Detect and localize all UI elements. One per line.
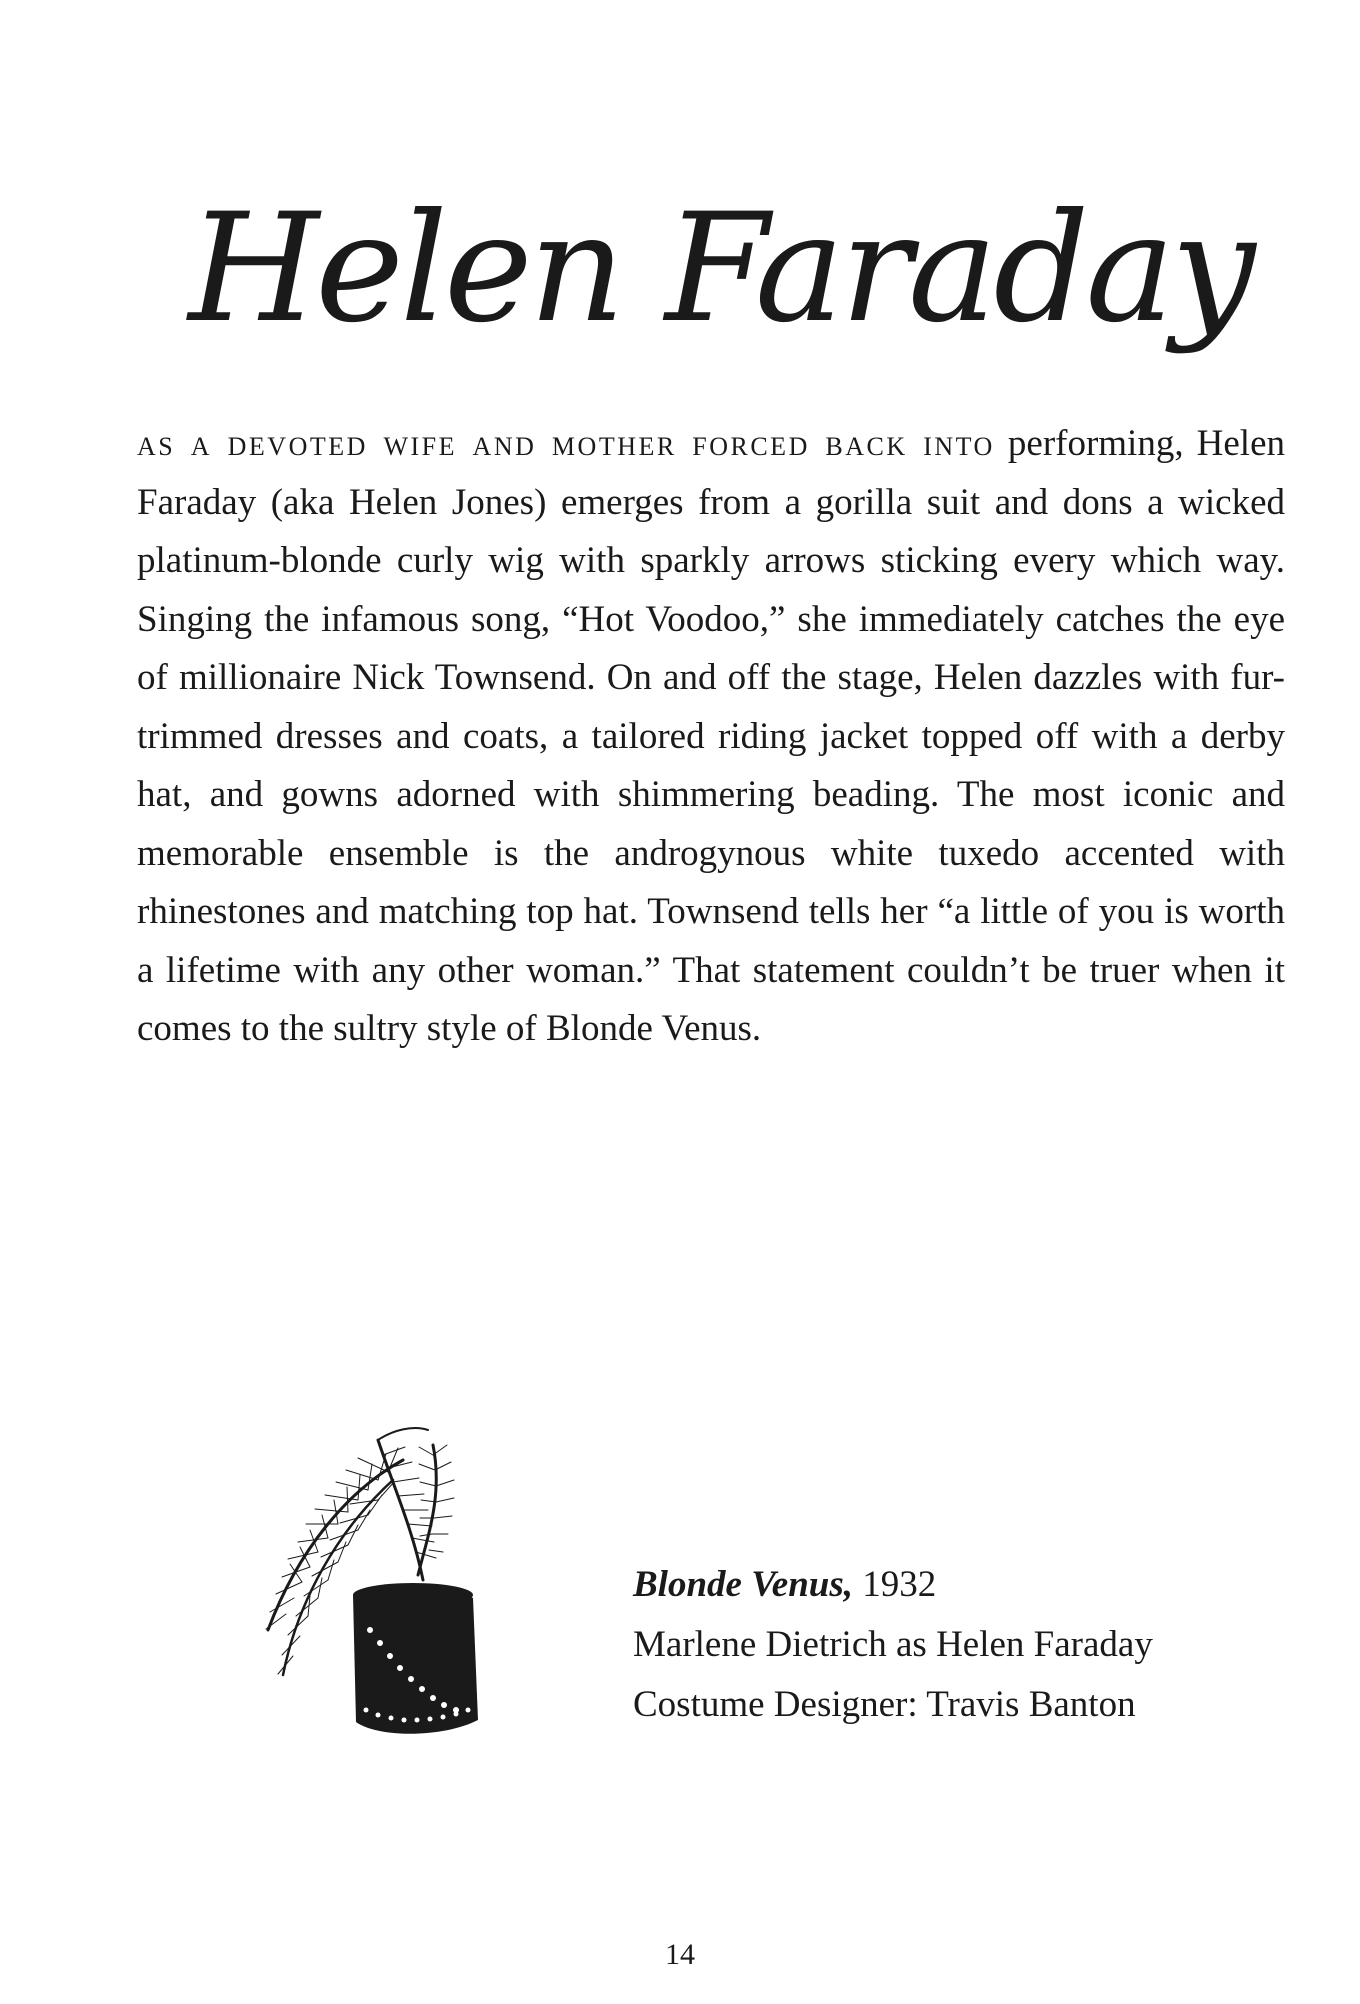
paragraph-text: performing, Helen Faraday (aka Helen Jones) emerges from a gorilla suit and dons a wicked platinum-blonde curly wig with sparkly arrows sticking every which way. Singing the infamous song, “Hot Voodoo,” she immediately catches the eye of millionaire Nick Townsend. On and off the stage, Helen dazzles with fur-trimmed dresses and coats, a tailored riding jacket topped off with a derby hat, and gowns adorned with shimmering beading. The most iconic and memorable ensemble is the androgynous white tuxedo accented with rhinestones and matching top hat. Townsend tells her “a little of you is worth a lifetime with any other woman.” That statement couldn’t be truer when it comes to the sultry style of Blonde Venus. — [137, 423, 1285, 1049]
feathered-hat-icon — [228, 1400, 548, 1760]
caption-actor-line: Marlene Dietrich as Helen Faraday — [633, 1624, 1153, 1665]
film-title: Blonde Venus, — [633, 1564, 854, 1605]
film-year: 1932 — [853, 1564, 937, 1605]
body-paragraph — [137, 415, 1285, 1059]
title-lettering — [188, 95, 1252, 395]
page-title — [188, 95, 1252, 395]
page-number: 14 — [665, 1938, 695, 1971]
lead-in-small-caps: as a devoted wife and mother forced back into — [137, 423, 995, 464]
film-caption — [633, 1555, 1283, 1735]
caption-designer-line: Costume Designer: Travis Banton — [633, 1684, 1136, 1725]
caption-film-line — [633, 1555, 1283, 1615]
title-text: Helen Faraday — [188, 182, 1252, 356]
